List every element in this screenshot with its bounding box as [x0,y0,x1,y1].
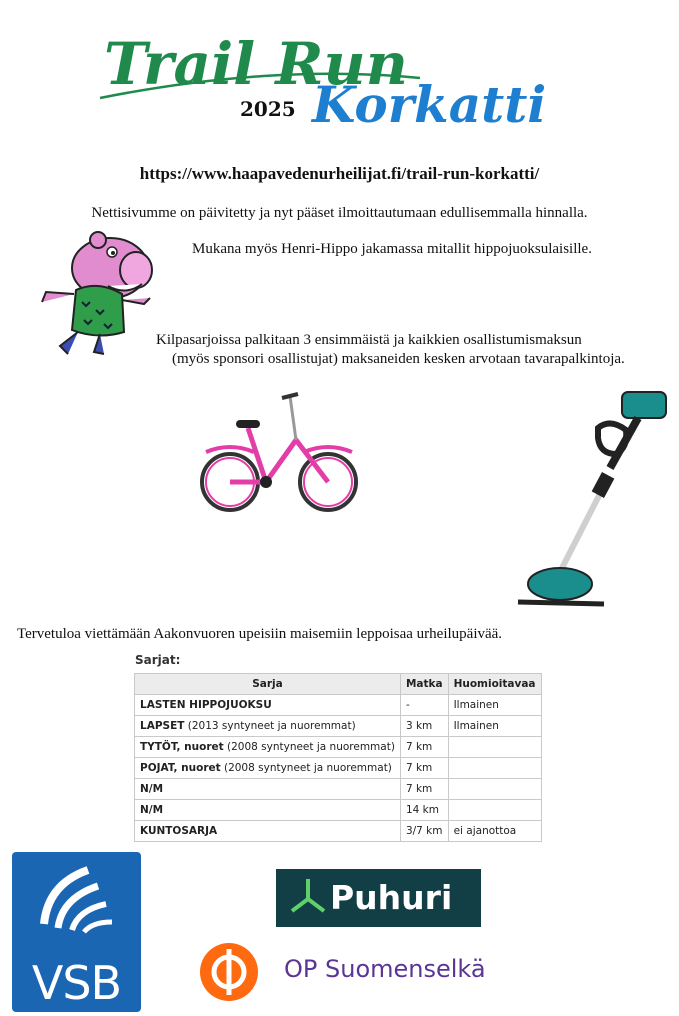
vsb-logo-text: VSB [31,956,122,1010]
logo-korkatti: Korkatti [312,75,547,131]
distance-cell: 7 km [400,758,448,779]
series-name: N/M [140,783,164,795]
series-name-cell [135,695,401,716]
note-cell [448,737,541,758]
op-emblem-icon [200,943,258,1001]
series-name: TYTÖT, nuoret [140,741,224,753]
vsb-logo [12,852,141,1012]
table-row [135,716,542,737]
vsb-emblem-icon [36,864,118,946]
series-name-cell [135,716,401,737]
series-heading: Sarjat: [135,653,181,667]
series-name: LASTEN HIPPOJUOKSU [140,699,272,711]
series-name: LAPSET [140,720,185,732]
note-cell: ei ajanottoa [448,821,541,842]
series-name: POJAT, nuoret [140,762,221,774]
puhuri-logo [276,869,481,927]
table-row [135,779,542,800]
welcome-text: Tervetuloa viettämään Aakonvuoren upeisiin maisemiin leppoisaa urheilupäivää. [17,626,503,642]
distance-cell: 7 km [400,779,448,800]
hippo-notice: Mukana myös Henri-Hippo jakamassa mitallit hippojuoksulaisille. [192,241,592,257]
note-cell [448,800,541,821]
distance-cell: - [400,695,448,716]
note-cell: Ilmainen [448,695,541,716]
logo-year: 2025 [240,97,296,121]
distance-cell: 3/7 km [400,821,448,842]
series-detail: (2008 syntyneet ja nuoremmat) [220,762,392,774]
update-notice: Nettisivumme on päivitetty ja nyt pääset ilmoittautumaan edullisemmalla hinnalla. [91,205,588,221]
series-detail: (2008 syntyneet ja nuoremmat) [223,741,395,753]
event-url[interactable]: https://www.haapavedenurheilijat.fi/trail-run-korkatti/ [139,164,540,183]
table-row [135,800,542,821]
bicycle-prize-image [196,390,362,516]
logo-trail-run: Trail Run [104,30,408,98]
series-name-cell [135,821,401,842]
puhuri-logo-text: Puhuri [330,878,453,917]
prizes-text-line2: (myös sponsori osallistujat) maksaneiden kesken arvotaan tavarapalkintoja. [172,351,625,367]
series-name-cell [135,737,401,758]
header-series: Sarja [135,674,401,695]
series-name-cell [135,758,401,779]
prizes-text-line1: Kilpasarjoissa palkitaan 3 ensimmäistä ja kaikkien osallistumismaksun [156,332,582,348]
distance-cell: 7 km [400,737,448,758]
note-cell [448,758,541,779]
table-row [135,695,542,716]
header-distance: Matka [400,674,448,695]
series-name-cell [135,779,401,800]
series-table [134,673,542,842]
op-logo-text: OP Suomenselkä [284,955,486,983]
header-notes: Huomioitavaa [448,674,541,695]
distance-cell: 3 km [400,716,448,737]
note-cell [448,779,541,800]
table-header-row [135,674,542,695]
wind-turbine-icon [288,875,328,921]
series-name-cell [135,800,401,821]
distance-cell: 14 km [400,800,448,821]
table-row [135,737,542,758]
hippo-mascot-image [38,228,158,356]
note-cell: Ilmainen [448,716,541,737]
event-logo [90,6,570,131]
table-row [135,758,542,779]
table-row [135,821,542,842]
series-name: KUNTOSARJA [140,825,218,837]
series-detail: (2013 syntyneet ja nuoremmat) [184,720,356,732]
series-name: N/M [140,804,164,816]
grass-trimmer-prize-image [510,378,675,618]
